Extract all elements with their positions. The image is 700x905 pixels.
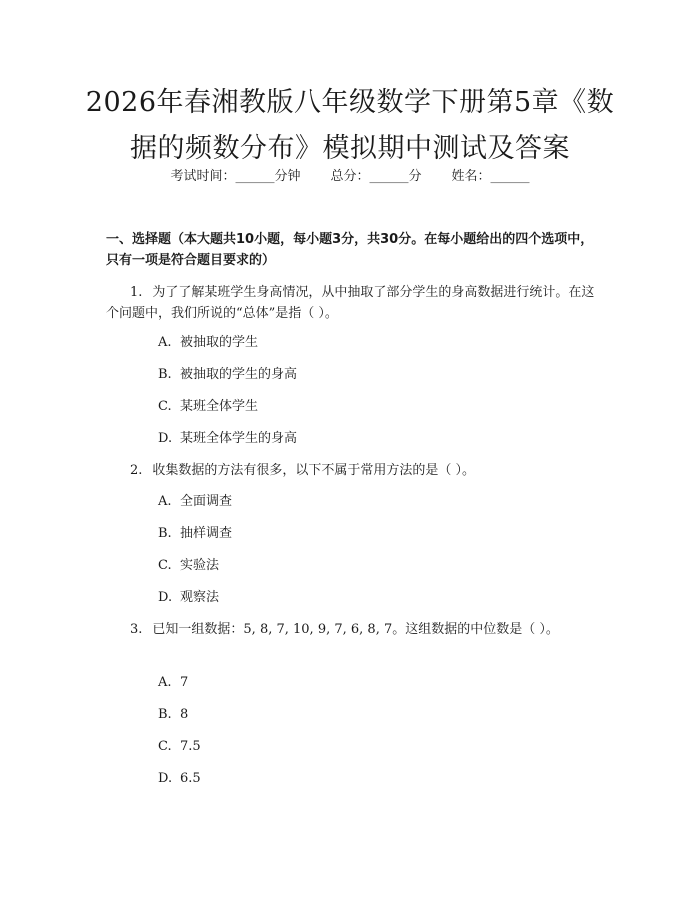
question-2-option-a: A. 全面调查 (158, 494, 233, 509)
exam-time-field: 考试时间：______分钟 (170, 169, 301, 184)
question-2-option-c: C. 实验法 (158, 558, 220, 573)
question-1-option-d: D. 某班全体学生的身高 (158, 431, 298, 446)
exam-info-line (0, 168, 700, 186)
title-line-2: 据的频数分布》模拟期中测试及答案 (130, 133, 570, 164)
question-3-option-b: B. 8 (158, 707, 189, 722)
question-2-stem (106, 460, 606, 481)
question-2-option-b: B. 抽样调查 (158, 526, 233, 541)
question-1-number: 1. (130, 285, 143, 300)
question-2-number: 2. (130, 463, 143, 478)
question-1-option-a: A. 被抽取的学生 (158, 335, 259, 350)
question-2-option-d: D. 观察法 (158, 590, 220, 605)
question-3-option-c: C. 7.5 (158, 739, 201, 754)
question-3-text: 已知一组数据：5, 8, 7, 10, 9, 7, 6, 8, 7。这组数据的中位数是（ ）。 (152, 622, 559, 637)
question-3-number: 3. (130, 622, 143, 637)
question-1-stem (106, 282, 606, 324)
title-line-1: 2026年春湘教版八年级数学下册第5章《数 (85, 87, 615, 118)
total-score-field: 总分：______分 (330, 169, 422, 184)
question-1-option-c: C. 某班全体学生 (158, 399, 259, 414)
question-1-text: 为了了解某班学生身高情况，从中抽取了部分学生的身高数据进行统计。在这个问题中，我们所说的“总体”是指（ ）。 (106, 285, 595, 321)
question-2-text: 收集数据的方法有很多，以下不属于常用方法的是（ ）。 (152, 463, 476, 478)
document-title (70, 80, 630, 172)
question-3-option-a: A. 7 (158, 675, 189, 690)
question-3-option-d: D. 6.5 (158, 771, 201, 786)
question-1-option-b: B. 被抽取的学生的身高 (158, 367, 298, 382)
question-3-stem (106, 619, 606, 640)
student-name-field: 姓名：______ (451, 169, 530, 184)
section-heading-multiple-choice: 一、选择题（本大题共10小题，每小题3分，共30分。在每小题给出的四个选项中，只有一项是符合题目要求的） (106, 232, 594, 268)
